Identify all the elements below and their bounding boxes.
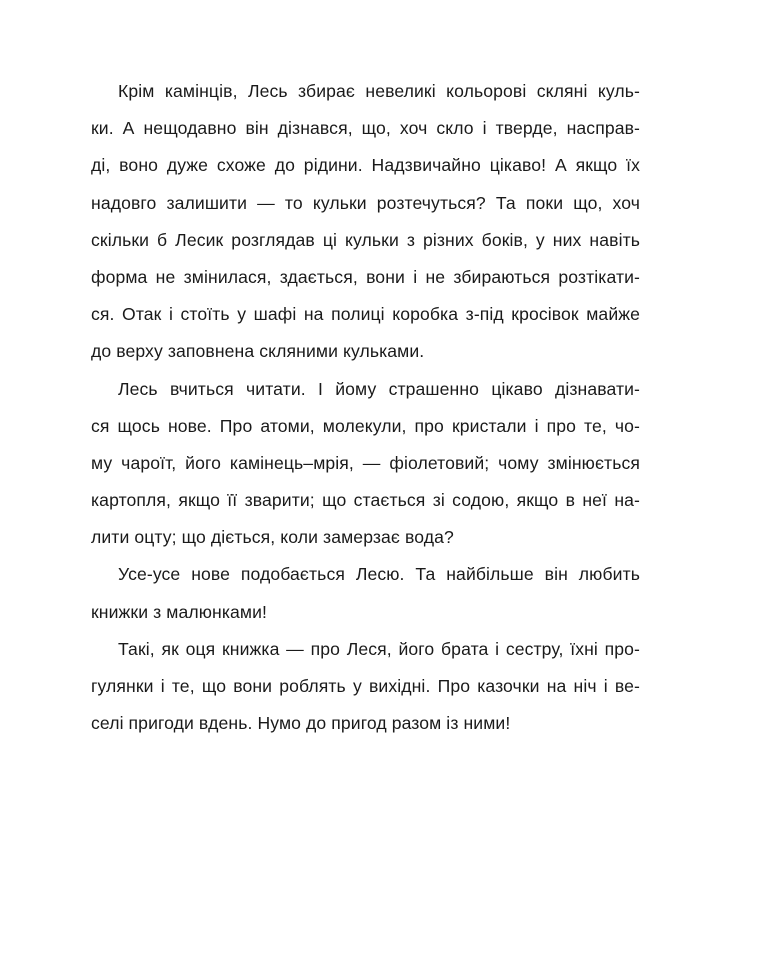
paragraph-1-line-7: ся. Отак і стоїть у шафі на полиці коробка з-під кросівок майже: [91, 304, 640, 325]
paragraph-2-line-5: лити оцту; що діється, коли замерзає вода?: [91, 527, 454, 548]
paragraph-1-line-2: ки. А нещодавно він дізнався, що, хоч скло і тверде, насправ-: [91, 118, 640, 139]
paragraph-1-line-8: до верху заповнена скляними кульками.: [91, 341, 425, 362]
paragraph-1-line-5: скільки б Лесик розглядав ці кульки з різних боків, у них навіть: [91, 229, 640, 250]
paragraph-1-line-3: ді, воно дуже схоже до рідини. Надзвичайно цікаво! А якщо їх: [91, 155, 640, 176]
paragraph-2-line-1: Лесь вчиться читати. І йому страшенно цікаво дізнавати-: [118, 378, 640, 399]
paragraph-1-line-6: форма не змінилася, здається, вони і не збираються розтікати-: [91, 266, 640, 287]
paragraph-4-line-3: селі пригоди вдень. Нумо до пригод разом із ними!: [91, 713, 511, 734]
paragraph-1-line-1: Крім камінців, Лесь збирає невеликі кольорові скляні куль-: [118, 81, 640, 101]
paragraph-2-line-2: ся щось нове. Про атоми, молекули, про кристали і про те, чо-: [91, 415, 640, 436]
paragraph-2-line-3: му чароїт, його камінець–мрія, — фіолетовий; чому змінюється: [91, 452, 640, 473]
paragraph-2-line-4: картопля, якщо її зварити; що стається зі содою, якщо в неї на-: [91, 490, 640, 511]
paragraph-3-line-2: книжки з малюнками!: [91, 601, 268, 622]
body-text: [91, 73, 640, 742]
paragraph-1-line-4: надовго залишити — то кульки розтечуться? Та поки що, хоч: [91, 192, 640, 213]
paragraph-3-line-1: Усе-усе нове подобається Лесю. Та найбільше він любить: [118, 564, 640, 585]
paragraph-4-line-1: Такі, як оця книжка — про Леся, його брата і сестру, їхні про-: [118, 638, 640, 659]
paragraph-4-line-2: гулянки і те, що вони роблять у вихідні. Про казочки на ніч і ве-: [91, 676, 640, 696]
